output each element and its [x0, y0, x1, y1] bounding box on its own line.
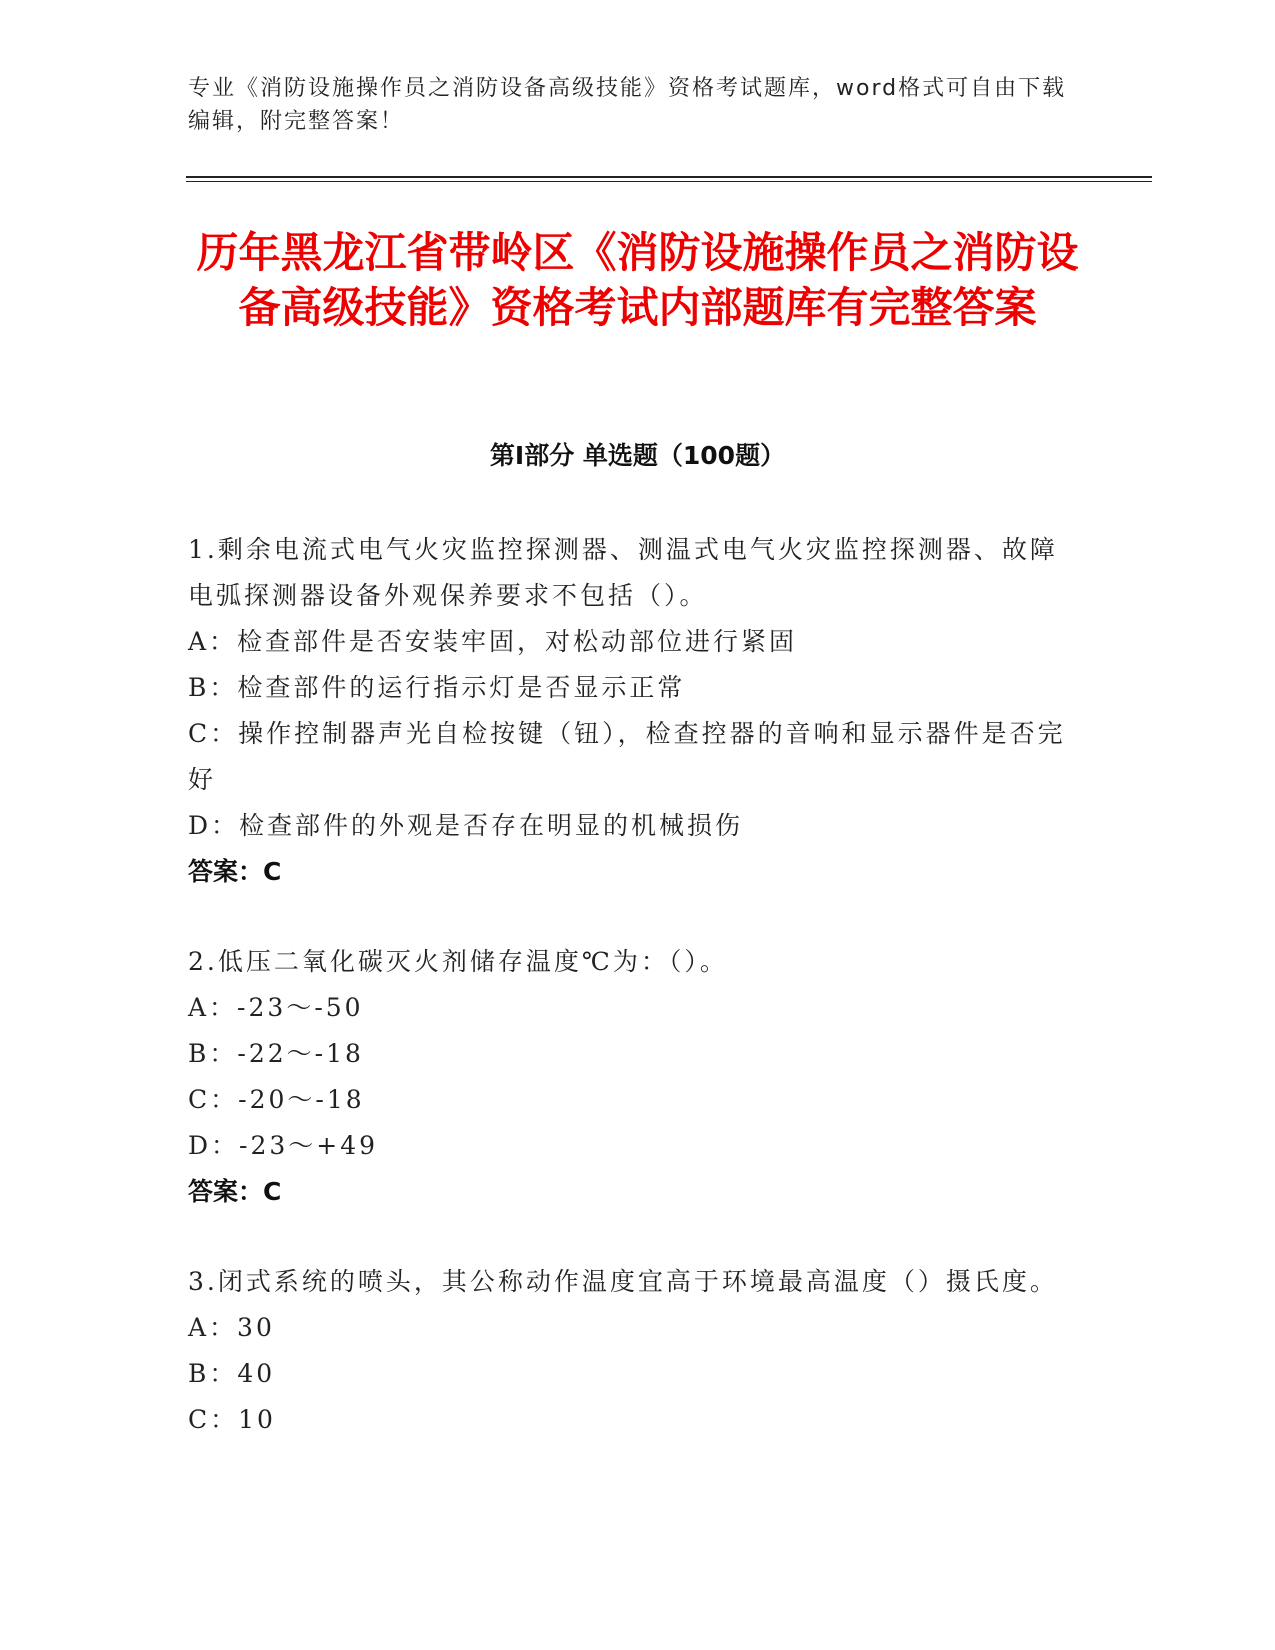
- document-title: 历年黑龙江省带岭区《消防设施操作员之消防设备高级技能》资格考试内部题库有完整答案: [196, 228, 1079, 332]
- header-note: 专业《消防设施操作员之消防设备高级技能》资格考试题库，word格式可自由下载编辑，附完整答案！: [188, 76, 1067, 134]
- header-divider-thick: [186, 176, 1152, 178]
- option-c: C：-20～-18: [188, 1085, 365, 1114]
- question-stem: 3.闭式系统的喷头，其公称动作温度宜高于环境最高温度（）摄氏度。: [188, 1267, 1058, 1296]
- question-2: [188, 939, 1078, 1215]
- option-b: B：检查部件的运行指示灯是否显示正常: [188, 673, 686, 702]
- option-a: A：30: [188, 1313, 275, 1342]
- question-3: [188, 1259, 1078, 1443]
- option-d: D：检查部件的外观是否存在明显的机械损伤: [188, 811, 744, 840]
- option-d: D：-23～+49: [188, 1131, 379, 1160]
- question-spacer: [188, 1215, 1078, 1259]
- header-divider-thin: [186, 181, 1152, 182]
- question-list: [188, 527, 1078, 1443]
- option-c: C：10: [188, 1405, 276, 1434]
- option-a: A：检查部件是否安装牢固，对松动部位进行紧固: [188, 627, 798, 656]
- question-spacer: [188, 895, 1078, 939]
- option-a: A：-23～-50: [188, 993, 364, 1022]
- answer: 答案：C: [188, 1177, 282, 1206]
- option-b: B：-22～-18: [188, 1039, 364, 1068]
- option-c: C：操作控制器声光自检按键（钮），检查控器的音响和显示器件是否完好: [188, 719, 1066, 794]
- question-stem: 1.剩余电流式电气火灾监控探测器、测温式电气火灾监控探测器、故障电弧探测器设备外观保养要求不包括（）。: [188, 535, 1058, 610]
- answer: 答案：C: [188, 857, 282, 886]
- question-stem: 2.低压二氧化碳灭火剂储存温度℃为：（）。: [188, 947, 728, 976]
- option-b: B：40: [188, 1359, 276, 1388]
- section-title: 第Ⅰ部分 单选题（100题）: [489, 441, 786, 470]
- question-1: [188, 527, 1078, 895]
